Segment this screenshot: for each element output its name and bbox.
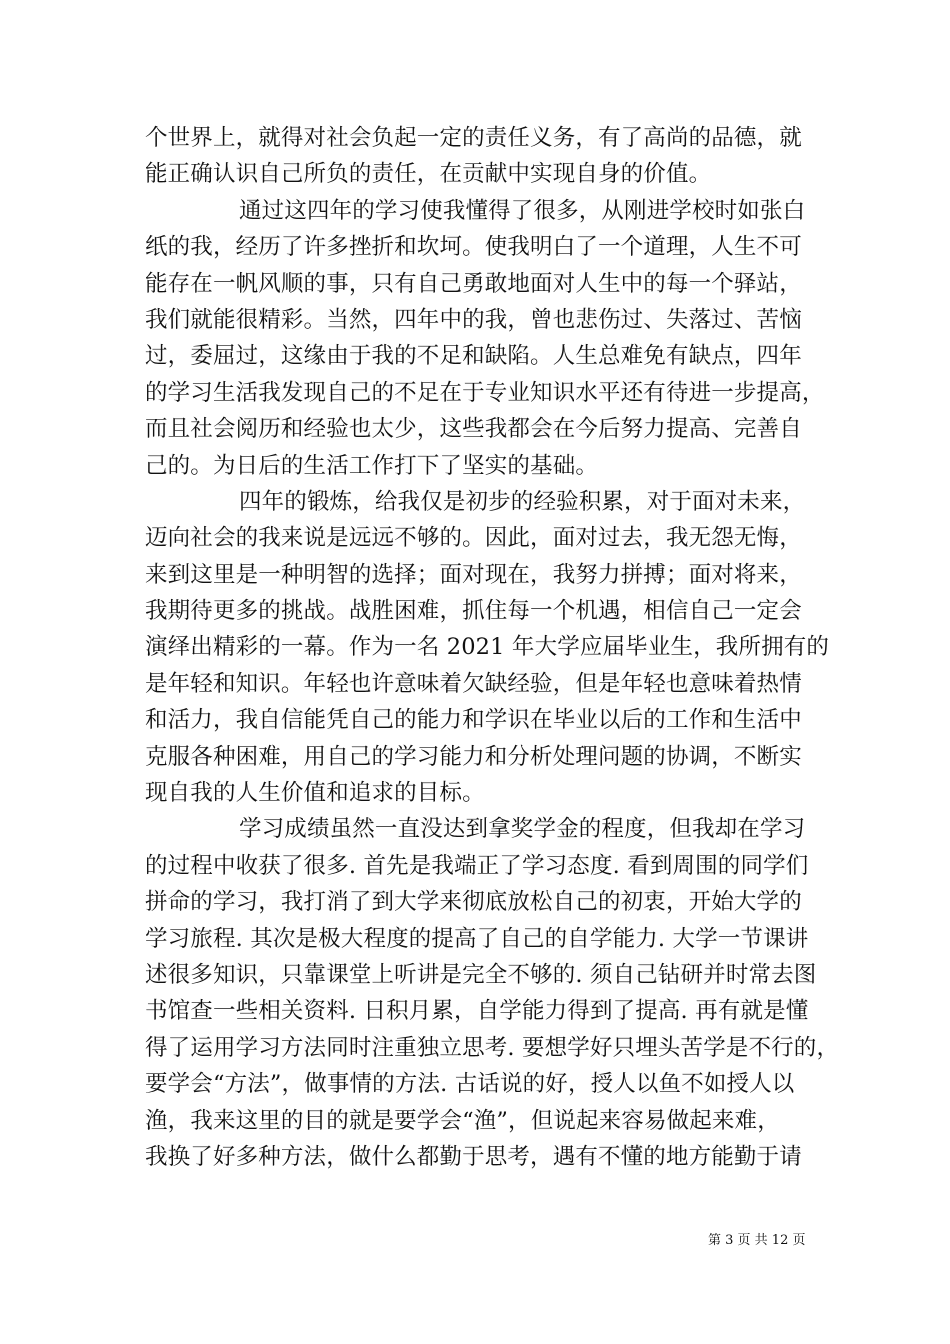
text-line: 的学习生活我发现自己的不足在于专业知识水平还有待进一步提高， (145, 379, 825, 406)
text-line: 得了运用学习方法同时注重独立思考. 要想学好只埋头苦学是不行的， (145, 1034, 840, 1061)
text-line: 纸的我，经历了许多挫折和坎坷。使我明白了一个道理，人生不可 (145, 234, 802, 261)
text-line: 能存在一帆风顺的事，只有自己勇敢地面对人生中的每一个驿站， (145, 270, 802, 297)
text-line: 书馆查一些相关资料. 日积月累，自学能力得到了提高. 再有就是懂 (145, 998, 809, 1025)
text-line: 己的。为日后的生活工作打下了坚实的基础。 (145, 452, 599, 479)
text-line: 渔，我来这里的目的就是要学会“渔”，但说起来容易做起来难， (145, 1107, 780, 1134)
text-line: 述很多知识，只靠课堂上听讲是完全不够的. 须自己钻研并时常去图 (145, 961, 817, 988)
text-line: 学习旅程. 其次是极大程度的提高了自己的自学能力. 大学一节课讲 (145, 925, 809, 952)
text-line: 的过程中收获了很多. 首先是我端正了学习态度. 看到周围的同学们 (145, 852, 809, 879)
text-line: 迈向社会的我来说是远远不够的。因此，面对过去，我无怨无悔， (145, 525, 802, 552)
paragraph-first-line: 四年的锻炼，给我仅是初步的经验积累，对于面对未来， (239, 488, 806, 515)
text-line: 我们就能很精彩。当然，四年中的我，曾也悲伤过、失落过、苦恼 (145, 306, 802, 333)
paragraph-first-line: 通过这四年的学习使我懂得了很多，从刚进学校时如张白 (239, 197, 806, 224)
text-line: 能正确认识自己所负的责任，在贡献中实现自身的价值。 (145, 161, 712, 188)
text-line: 演绎出精彩的一幕。作为一名 2021 年大学应届毕业生，我所拥有的 (145, 634, 830, 661)
paragraph-first-line: 学习成绩虽然一直没达到拿奖学金的程度，但我却在学习 (239, 816, 806, 843)
text-line: 我换了好多种方法，做什么都勤于思考，遇有不懂的地方能勤于请 (145, 1143, 802, 1170)
text-line: 个世界上，就得对社会负起一定的责任义务，有了高尚的品德，就 (145, 125, 802, 151)
text-line: 我期待更多的挑战。战胜困难，抓住每一个机遇，相信自己一定会 (145, 598, 802, 625)
page-number: 第 3 页 共 12 页 (708, 1233, 806, 1248)
text-line: 来到这里是一种明智的选择；面对现在，我努力拼搏；面对将来， (145, 561, 802, 588)
text-line: 克服各种困难，用自己的学习能力和分析处理问题的协调，不断实 (145, 743, 802, 770)
text-line: 过，委屈过，这缘由于我的不足和缺陷。人生总难免有缺点，四年 (145, 343, 802, 370)
text-line: 拼命的学习，我打消了到大学来彻底放松自己的初衷，开始大学的 (145, 889, 802, 916)
document-body (145, 120, 840, 1175)
text-line: 是年轻和知识。年轻也许意味着欠缺经验，但是年轻也意味着热情 (145, 670, 802, 697)
text-line: 要学会“方法”，做事情的方法. 古话说的好，授人以鱼不如授人以 (145, 1071, 795, 1098)
text-line: 现自我的人生价值和追求的目标。 (145, 780, 485, 807)
text-line: 和活力，我自信能凭自己的能力和学识在毕业以后的工作和生活中 (145, 707, 802, 734)
text-line: 而且社会阅历和经验也太少，这些我都会在今后努力提高、完善自 (145, 416, 802, 443)
